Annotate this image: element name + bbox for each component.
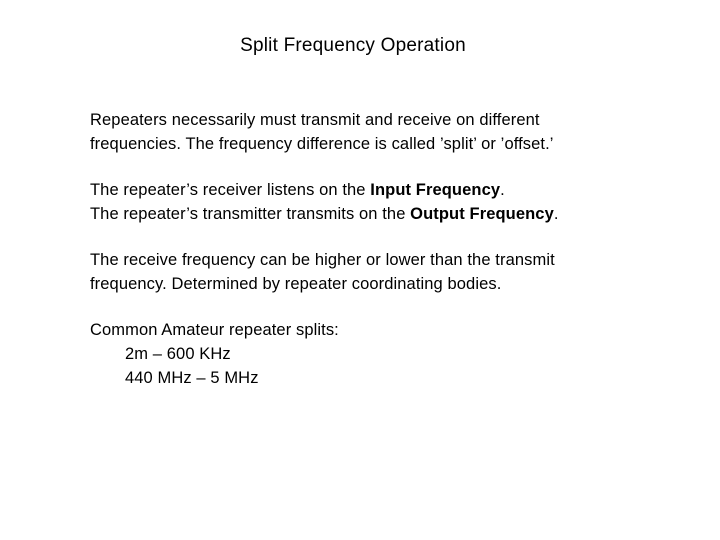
output-frequency-term: Output Frequency <box>410 205 554 223</box>
text-line: frequency. Determined by repeater coordinating bodies. <box>90 275 502 293</box>
text-fragment: . <box>553 205 559 223</box>
text-line: Repeaters necessarily must transmit and receive on different <box>90 111 540 129</box>
input-frequency-term: Input Frequency <box>370 181 501 199</box>
paragraph-split-definition <box>90 108 690 156</box>
slide-title: Split Frequency Operation <box>240 35 466 56</box>
text-line-output-frequency <box>90 202 690 226</box>
text-fragment: The repeater’s transmitter transmits on the <box>90 205 411 223</box>
text-line: frequencies. The frequency difference is called ’split’ or ’offset.’ <box>90 135 554 153</box>
text-fragment: . <box>500 181 505 199</box>
text-line-input-frequency <box>90 178 690 202</box>
text-fragment: The repeater’s receiver listens on the <box>90 181 371 199</box>
text-line: The receive frequency can be higher or lower than the transmit <box>90 251 555 269</box>
paragraph-receive-frequency <box>90 248 690 296</box>
split-item-440mhz: 440 MHz – 5 MHz <box>125 369 259 387</box>
slide-body <box>90 108 690 412</box>
splits-heading: Common Amateur repeater splits: <box>90 321 339 339</box>
paragraph-input-output <box>90 178 690 226</box>
split-item-2m: 2m – 600 KHz <box>125 345 231 363</box>
paragraph-common-splits <box>90 318 690 390</box>
